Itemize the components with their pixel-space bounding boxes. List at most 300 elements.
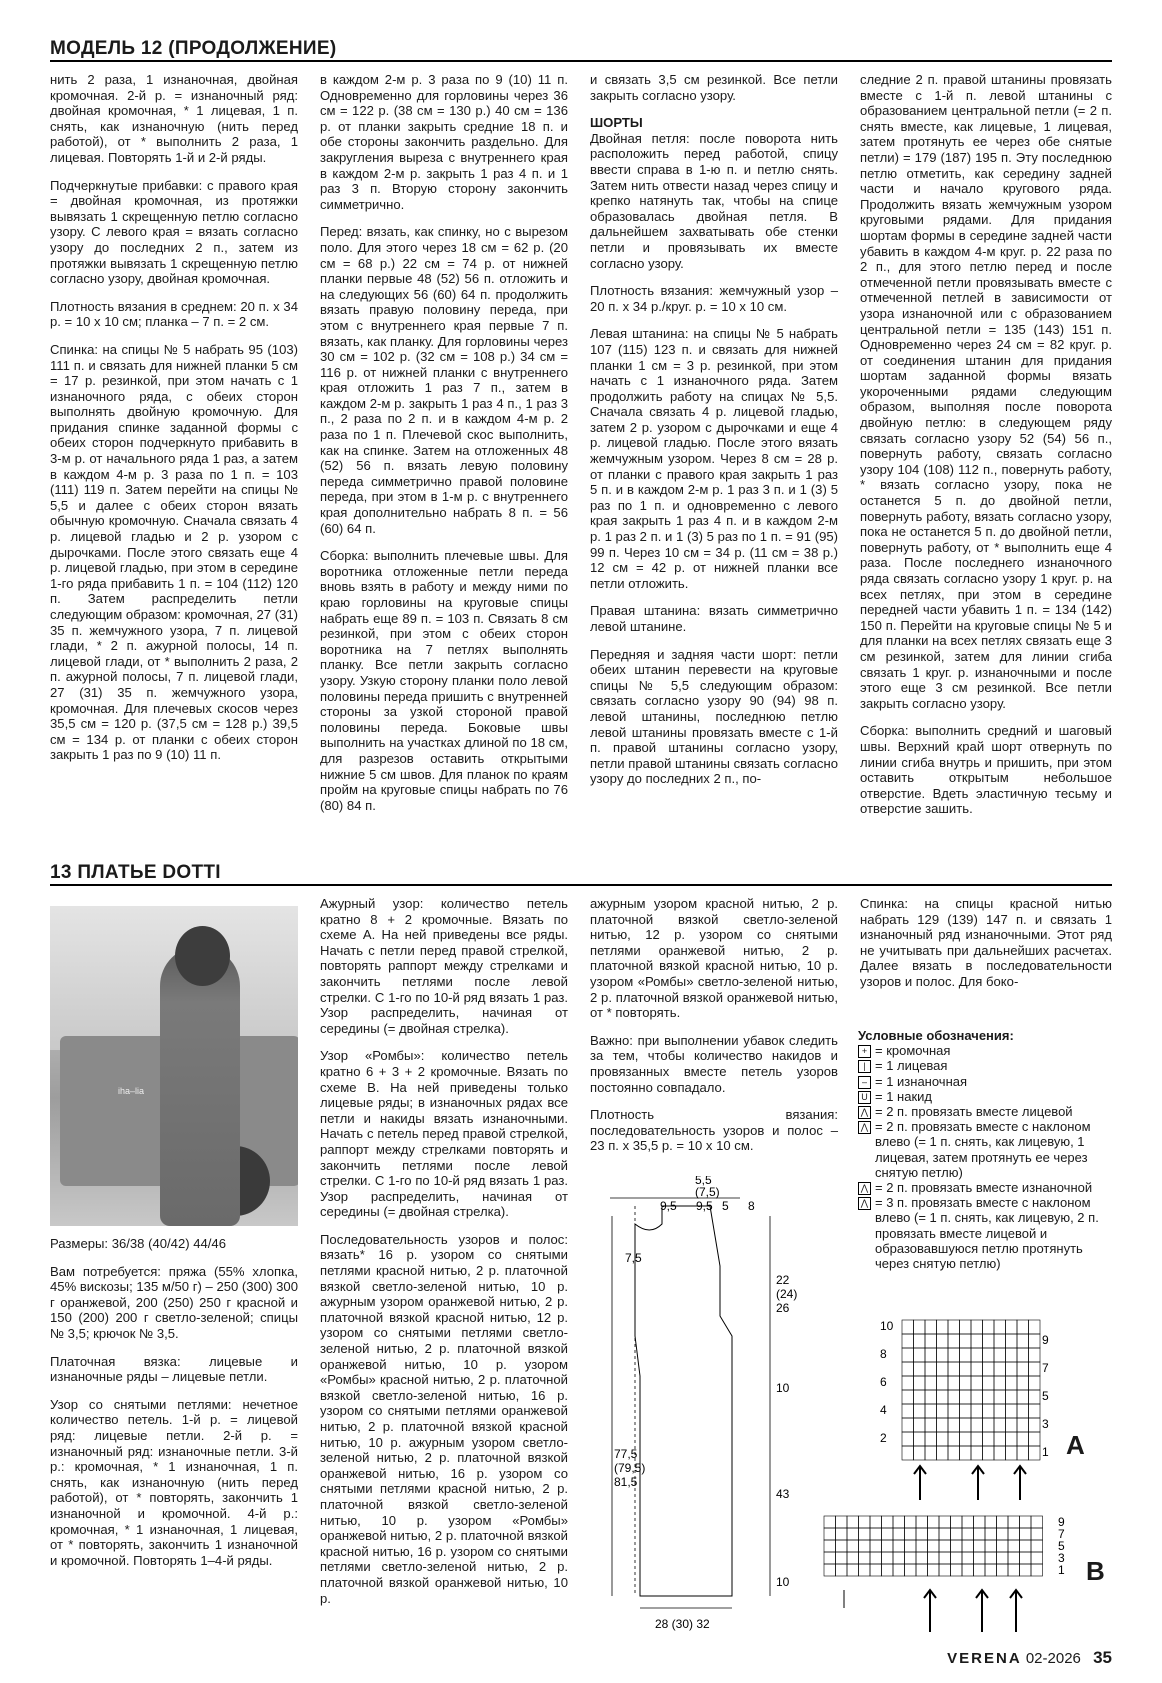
svg-text:10: 10 bbox=[880, 1319, 894, 1333]
chart-cell bbox=[1006, 1320, 1018, 1334]
dim-label: 43 bbox=[776, 1487, 790, 1501]
knit-icon: | bbox=[858, 1060, 871, 1073]
svg-text:3: 3 bbox=[1058, 1551, 1065, 1565]
paragraph: Сборка: выполнить плечевые швы. Для воротника отложенные петли переда вновь взять в работу и между ними по краю горловины на круговые спицы набрать еще 89 п. = 103 п. Связать 8 см резинкой, при этом с обеих сторон воротника на 7 петлях выполнять планку. Все петли закрыть согласно узору. Узкую сторону планки поло левой половины переда пришить с внутренней стороны за узкой стороной правой половины переда. Боковые швы выполнить на участках длиной по 18 см, для разрезов оставить открытыми нижние 5 см швов. Для планок по краям пройм на круговые спицы набрать по 76 (80) 84 п. bbox=[320, 548, 568, 813]
chart-cell bbox=[836, 1516, 848, 1528]
chart-cell bbox=[997, 1564, 1009, 1576]
chart-cell bbox=[951, 1564, 963, 1576]
svg-text:1: 1 bbox=[1058, 1563, 1065, 1577]
paragraph: Спинка: на спицы красной нитью набрать 129 (139) 147 п. и связать 1 изнаночный ряд изнаночными. Этот ряд не учитывать при дальнейших расчетах. Далее вязать в последовательности узоров и полос. Для боко- bbox=[860, 896, 1112, 989]
chart-cell bbox=[1017, 1418, 1029, 1432]
dress-schematic bbox=[600, 1176, 800, 1646]
chart-cell bbox=[1029, 1348, 1041, 1362]
dim-label: (24) bbox=[776, 1287, 798, 1301]
chart-cell bbox=[960, 1432, 972, 1446]
chart-cell bbox=[893, 1564, 905, 1576]
chart-cell bbox=[948, 1432, 960, 1446]
chart-cell bbox=[870, 1564, 882, 1576]
edge-stitch-icon: + bbox=[858, 1045, 871, 1058]
magazine-brand: VERENA bbox=[947, 1650, 1022, 1667]
svg-text:5: 5 bbox=[1042, 1389, 1049, 1403]
chart-a-label: A bbox=[1066, 1430, 1085, 1460]
chart-cell bbox=[916, 1564, 928, 1576]
paragraph: Размеры: 36/38 (40/42) 44/46 bbox=[50, 1236, 226, 1251]
chart-cell bbox=[902, 1376, 914, 1390]
chart-cell bbox=[847, 1528, 859, 1540]
chart-cell bbox=[914, 1446, 926, 1460]
chart-cell bbox=[983, 1390, 995, 1404]
chart-cell bbox=[937, 1362, 949, 1376]
purl-icon: – bbox=[858, 1076, 871, 1089]
chart-cell bbox=[914, 1320, 926, 1334]
chart-a-grid bbox=[902, 1320, 1040, 1460]
chart-cell bbox=[948, 1362, 960, 1376]
chart-cell bbox=[1017, 1390, 1029, 1404]
chart-cell bbox=[1020, 1528, 1032, 1540]
paragraph: Ажурный узор: количество петель кратно 8 + 2 кромочные. Вязать по схеме А. На ней приведены все ряды. Начать с петли перед правой стрелкой, повторять раппорт между стрелками и закончить петлями после левой стрелки. С 1-го по 10-й ряд вязать 1 раз. Узор распределить, начиная от середины (= двойная стрелка). bbox=[320, 896, 568, 1036]
chart-cell bbox=[925, 1376, 937, 1390]
chart-cell bbox=[960, 1390, 972, 1404]
chart-cell bbox=[1008, 1564, 1020, 1576]
chart-cell bbox=[905, 1564, 917, 1576]
chart-cell bbox=[960, 1376, 972, 1390]
chart-cell bbox=[971, 1446, 983, 1460]
chart-cell bbox=[1029, 1376, 1041, 1390]
chart-cell bbox=[1029, 1432, 1041, 1446]
chart-cell bbox=[914, 1376, 926, 1390]
chart-cell bbox=[847, 1564, 859, 1576]
issue-number: 02-2026 bbox=[1025, 1650, 1081, 1667]
chart-b-label: B bbox=[1086, 1556, 1105, 1586]
chart-cell bbox=[925, 1362, 937, 1376]
chart-cell bbox=[1031, 1564, 1043, 1576]
chart-cell bbox=[902, 1320, 914, 1334]
chart-cell bbox=[1008, 1516, 1020, 1528]
chart-cell bbox=[1031, 1528, 1043, 1540]
dim-label: 10 bbox=[776, 1575, 790, 1589]
chart-cell bbox=[971, 1376, 983, 1390]
chart-cell bbox=[914, 1362, 926, 1376]
chart-cell bbox=[985, 1528, 997, 1540]
chart-cell bbox=[882, 1552, 894, 1564]
chart-cell bbox=[1029, 1404, 1041, 1418]
chart-cell bbox=[925, 1404, 937, 1418]
chart-cell bbox=[870, 1528, 882, 1540]
legend-item: ⋀ = 2 п. провязать вместе лицевой bbox=[858, 1104, 1108, 1119]
chart-cell bbox=[1020, 1552, 1032, 1564]
chart-cell bbox=[1006, 1348, 1018, 1362]
paragraph: Плотность вязания: последовательность узоров и полос – 23 п. х 35,5 р. = 10 х 10 см. bbox=[590, 1107, 838, 1154]
paragraph: Перед: вязать, как спинку, но с вырезом поло. Для этого через 18 см = 62 р. (20 см = 68 р.) 22 см = 74 р. от нижней планки первые 48 (52) 56 п. отложить и на следующих 56 (60) 64 п. продолжить вязать правую половину переда, при этом с внутреннего края первые 7 п. вязать, как планку. Для горловины через 30 см = 102 р. (32 см = 108 р.) 34 см = 116 р. от нижней планки с внутреннего края отложить 1 раз 7 п., затем в каждом 2-м р. закрыть 1 раз 4 п., 1 раз 3 п., 2 раза по 2 п. и в каждом 4-м р. 2 раза по 1 п. Плечевой скос выполнить, как на спинке. Затем на отложенных 48 (52) 56 п. вязать левую половину переда симметрично правой половине переда, при этом в 1-м р. с внутреннего края дополнительно набрать 8 п. = 56 (60) 64 п. bbox=[320, 224, 568, 536]
chart-cell bbox=[925, 1348, 937, 1362]
chart-cell bbox=[1017, 1446, 1029, 1460]
chart-cell bbox=[928, 1528, 940, 1540]
chart-cell bbox=[939, 1528, 951, 1540]
paragraph: Двойная петля: после поворота нить расположить перед работой, спицу ввести справа в 1-ю п. и петлю снять. Затем нить отвести назад через спицу и крепко натянуть так, чтобы на спице образовалась двойная петля. В дальнейшем захватывать обе стенки петли и провязывать их вместе согласно узору. bbox=[590, 130, 838, 271]
chart-b-grid bbox=[824, 1516, 1043, 1576]
chart-cell bbox=[1020, 1516, 1032, 1528]
chart-cell bbox=[997, 1516, 1009, 1528]
chart-cell bbox=[948, 1376, 960, 1390]
chart-cell bbox=[902, 1418, 914, 1432]
subheading: ШОРТЫ bbox=[590, 115, 643, 131]
chart-cell bbox=[997, 1552, 1009, 1564]
chart-cell bbox=[939, 1564, 951, 1576]
svg-text:4: 4 bbox=[880, 1403, 887, 1417]
page-number: 35 bbox=[1093, 1648, 1112, 1667]
chart-cell bbox=[971, 1390, 983, 1404]
chart-cell bbox=[882, 1516, 894, 1528]
chart-cell bbox=[859, 1552, 871, 1564]
chart-cell bbox=[983, 1418, 995, 1432]
chart-cell bbox=[916, 1528, 928, 1540]
chart-cell bbox=[893, 1516, 905, 1528]
chart-cell bbox=[971, 1418, 983, 1432]
section-rule bbox=[50, 884, 1112, 886]
chart-cell bbox=[1006, 1390, 1018, 1404]
legend-item: | = 1 лицевая bbox=[858, 1058, 1108, 1073]
legend-item: ⋀ = 2 п. провязать вместе с наклоном влево (= 1 п. снять, как лицевую, 1 лицевая, затем протянуть ее через снятую петлю) bbox=[858, 1119, 1108, 1180]
chart-cell bbox=[951, 1528, 963, 1540]
chart-cell bbox=[1029, 1418, 1041, 1432]
chart-cell bbox=[971, 1432, 983, 1446]
photo-tag: iha–lia bbox=[118, 1086, 145, 1096]
dim-label: 5 bbox=[722, 1199, 729, 1213]
chart-cell bbox=[994, 1362, 1006, 1376]
chart-cell bbox=[983, 1446, 995, 1460]
chart-cell bbox=[870, 1552, 882, 1564]
chart-cell bbox=[1006, 1404, 1018, 1418]
chart-cell bbox=[914, 1432, 926, 1446]
chart-cell bbox=[916, 1516, 928, 1528]
chart-cell bbox=[1029, 1390, 1041, 1404]
chart-cell bbox=[974, 1540, 986, 1552]
chart-cell bbox=[948, 1334, 960, 1348]
chart-cell bbox=[951, 1516, 963, 1528]
text-column-6 bbox=[320, 896, 568, 1618]
chart-cell bbox=[997, 1540, 1009, 1552]
chart-cell bbox=[939, 1516, 951, 1528]
chart-cell bbox=[948, 1404, 960, 1418]
chart-cell bbox=[1006, 1362, 1018, 1376]
chart-cell bbox=[914, 1334, 926, 1348]
chart-cell bbox=[983, 1432, 995, 1446]
chart-cell bbox=[905, 1552, 917, 1564]
chart-cell bbox=[994, 1348, 1006, 1362]
chart-cell bbox=[1008, 1552, 1020, 1564]
paragraph: Плотность вязания в среднем: 20 п. х 34 р. = 10 х 10 см; планка – 7 п. = 2 см. bbox=[50, 298, 298, 330]
chart-cell bbox=[1017, 1362, 1029, 1376]
chart-cell bbox=[983, 1376, 995, 1390]
chart-cell bbox=[939, 1540, 951, 1552]
chart-cell bbox=[1017, 1348, 1029, 1362]
chart-cell bbox=[962, 1540, 974, 1552]
legend-item: + = кромочная bbox=[858, 1043, 1108, 1058]
model-figure bbox=[160, 946, 240, 1226]
chart-cell bbox=[948, 1348, 960, 1362]
chart-cell bbox=[902, 1348, 914, 1362]
legend-item: ⋀ = 2 п. провязать вместе изнаночной bbox=[858, 1180, 1108, 1195]
chart-cell bbox=[960, 1418, 972, 1432]
chart-cell bbox=[937, 1432, 949, 1446]
legend-item: – = 1 изнаночная bbox=[858, 1074, 1108, 1089]
paragraph: в каждом 2-м р. 3 раза по 9 (10) 11 п. Одновременно для горловины через 36 см = 122 р. (38 см = 130 р.) 40 см = 136 р. от планки закрыть средние 18 п. и обе стороны закончить раздельно. Для закругления выреза с внутреннего края в каждом 2-м р. закрыть 1 раз 4 п. и 1 раз 3 п. Вторую сторону закончить симметрично. bbox=[320, 72, 568, 212]
sk2p-icon: ⋀ bbox=[858, 1197, 871, 1210]
chart-cell bbox=[893, 1552, 905, 1564]
dim-label: 22 bbox=[776, 1273, 790, 1287]
model-photo bbox=[50, 906, 298, 1226]
chart-cell bbox=[937, 1334, 949, 1348]
dim-label: 9,5 bbox=[660, 1199, 677, 1213]
chart-cell bbox=[1006, 1432, 1018, 1446]
chart-cell bbox=[882, 1540, 894, 1552]
yarn-over-icon: U bbox=[858, 1091, 871, 1104]
paragraph: Плотность вязания: жемчужный узор – 20 п. х 34 р./круг. р. = 10 х 10 см. bbox=[590, 283, 838, 314]
chart-cell bbox=[836, 1552, 848, 1564]
legend-item: ⋀ = 3 п. провязать вместе с наклоном влево (= 1 п. снять, как лицевую, 2 п. провязать вместе лицевой и образовавшуюся петлю протянуть через снятую петлю) bbox=[858, 1195, 1108, 1271]
dim-label: 5,5 bbox=[695, 1176, 712, 1187]
chart-cell bbox=[916, 1552, 928, 1564]
svg-text:8: 8 bbox=[880, 1347, 887, 1361]
chart-cell bbox=[985, 1540, 997, 1552]
chart-cell bbox=[836, 1564, 848, 1576]
symbol-legend bbox=[858, 1028, 1108, 1271]
chart-cell bbox=[983, 1334, 995, 1348]
chart-cell bbox=[948, 1390, 960, 1404]
chart-cell bbox=[902, 1334, 914, 1348]
chart-cell bbox=[914, 1390, 926, 1404]
chart-cell bbox=[994, 1334, 1006, 1348]
chart-cell bbox=[928, 1516, 940, 1528]
section-title: МОДЕЛЬ 12 (ПРОДОЛЖЕНИЕ) bbox=[50, 38, 337, 59]
chart-cell bbox=[1029, 1320, 1041, 1334]
model-head bbox=[175, 926, 230, 986]
chart-a bbox=[880, 1318, 1060, 1468]
chart-cell bbox=[937, 1376, 949, 1390]
chart-cell bbox=[994, 1432, 1006, 1446]
chart-cell bbox=[859, 1564, 871, 1576]
chart-cell bbox=[1017, 1334, 1029, 1348]
chart-cell bbox=[925, 1446, 937, 1460]
chart-cell bbox=[870, 1516, 882, 1528]
chart-cell bbox=[1008, 1528, 1020, 1540]
text-column-3 bbox=[590, 72, 838, 799]
chart-cell bbox=[824, 1564, 836, 1576]
svg-text:1: 1 bbox=[1042, 1445, 1049, 1459]
chart-cell bbox=[994, 1320, 1006, 1334]
chart-a-arrows bbox=[900, 1464, 1050, 1504]
chart-cell bbox=[960, 1362, 972, 1376]
dim-label: 81,5 bbox=[614, 1475, 638, 1489]
chart-cell bbox=[1008, 1540, 1020, 1552]
p2tog-icon: ⋀ bbox=[858, 1182, 871, 1195]
svg-text:9: 9 bbox=[1042, 1333, 1049, 1347]
chart-cell bbox=[847, 1516, 859, 1528]
chart-cell bbox=[1006, 1446, 1018, 1460]
chart-cell bbox=[985, 1516, 997, 1528]
chart-cell bbox=[824, 1516, 836, 1528]
chart-cell bbox=[971, 1320, 983, 1334]
paragraph: следние 2 п. правой штанины провязать вместе с 1-й п. левой штанины с образованием центральной петли (= 2 п. снять вместе, как лицевые, 1 лицевая, затем протянуть ее через обе снятые петли) = 179 (187) 195 п. Эту последнюю петлю отметить, как середину задней части и начало кругового ряда. Продолжить вязать жемчужным узором круговыми рядами. Для придания шортам формы в середине задней части убавить в каждом 4-м круг. р. 22 раза по 2 п., для этого петлю перед и после отмеченной петли провязывать вместе с отмеченной петлей в зависимости от узора изнаночной или с образованием центральной петли = 135 (143) 151 п. Одновременно через 24 см = 82 круг. р. от соединения штанин для придания шортам заданной формы вязать укороченными рядами следующим образом, выполняя после поворота двойную петлю: в следующем ряду связать согласно узору 52 (54) 56 п., повернуть работу, связать согласно узору 104 (108) 112 п., повернуть работу, * вязать согласно узору, пока не останется 5 п. до двойной петли, повернуть работу, вязать согласно узору, пока не останется 5 п. до двойной петли, повернуть работу, от * выполнить еще 4 раза. После последнего изнаночного ряда связать согласно узору 1 круг. р. на всех петлях, при этом в середине передней части убавить 1 п. = 134 (142) 150 п. Перейти на круговые спицы № 5 и для планки на всех петлях связать еще 3 см резинкой, затем для линии сгиба связать 1 круг. р. изнаночными и после этого еще 3 см резинкой. Все петли закрыть согласно узору. bbox=[860, 72, 1112, 711]
chart-cell bbox=[836, 1540, 848, 1552]
chart-cell bbox=[948, 1320, 960, 1334]
chart-cell bbox=[1031, 1516, 1043, 1528]
chart-cell bbox=[847, 1552, 859, 1564]
paragraph: Спинка: на спицы № 5 набрать 95 (103) 111 п. и связать для нижней планки 5 см = 17 р. резинкой, при этом начать с 1 изнаночного ряда, с обеих сторон выполнять двойную кромочную. Для придания спинке заданной формы с обеих сторон подчеркнуто прибавить в 3-м р. от начального ряда 1 раз, а затем в каждом 4-м р. 3 раза по 1 п. = 103 (111) 119 п. Затем перейти на спицы № 5,5 и далее с обеих сторон вязать обычную кромочную. Сначала связать 4 р. лицевой гладью и 2 р. узором с дырочками. После этого связать еще 4 р. лицевой гладью, при этом в середине 1-го ряда прибавить 1 п. = 104 (112) 120 п. Затем распределить петли следующим образом: кромочная, 27 (31) 35 п. жемчужного узора, 7 п. лицевой глади, * 2 п. ажурной полосы, 14 п. лицевой глади, от * выполнить 2 раза, 2 п. ажурной полосы, 7 п. лицевой глади, 27 (31) 35 п. жемчужного узора, кромочная. Для плечевых скосов через 35,5 см = 120 р. (37,5 см = 128 р.) 39,5 см = 134 р. от планки с обеих сторон закрыть 1 раз по 9 (10) 11 п. bbox=[50, 341, 299, 763]
text-column-2 bbox=[320, 72, 568, 825]
chart-cell bbox=[1029, 1362, 1041, 1376]
svg-text:5: 5 bbox=[1058, 1539, 1065, 1553]
paragraph: Последовательность узоров и полос: вязать* 16 р. узором со снятыми петлями красной нитью, 2 р. платочной вязкой светло-зеленой нитью, 10 р. ажурным узором оранжевой нитью, 2 р. платочной вязкой красной нитью, 12 р. узором со снятыми петлями светло-зеленой нитью, 2 р. платочной вязкой оранжевой нитью, 10 р. узором «Ромбы» красной нитью, 2 р. платочной вязкой светло-зеленой нитью, 16 р. узором со снятыми петлями оранжевой нитью, 2 р. платочной вязкой красной нитью, 10 р. ажурным узором светло-зеленой нитью, 2 р. платочной вязкой оранжевой нитью, 16 р. узором со снятыми петлями красной нитью, 2 р. платочной вязкой светло-зеленой нитью, 10 р. узором «Ромбы» оранжевой нитью, 2 р. платочной вязкой красной нитью, 16 р. узором со снятыми петлями светло-зеленой нитью, 2 р. платочной вязкой оранжевой нитью, 10 р. bbox=[320, 1231, 568, 1606]
chart-cell bbox=[859, 1528, 871, 1540]
dress-outline bbox=[635, 1206, 732, 1596]
chart-cell bbox=[937, 1390, 949, 1404]
chart-cell bbox=[937, 1446, 949, 1460]
text-column-7 bbox=[590, 896, 838, 1166]
chart-cell bbox=[983, 1320, 995, 1334]
chart-cell bbox=[974, 1552, 986, 1564]
chart-cell bbox=[951, 1540, 963, 1552]
chart-cell bbox=[974, 1528, 986, 1540]
ssk-icon: ⋀ bbox=[858, 1121, 871, 1134]
chart-cell bbox=[985, 1552, 997, 1564]
chart-cell bbox=[962, 1564, 974, 1576]
chart-cell bbox=[1017, 1432, 1029, 1446]
chart-cell bbox=[994, 1390, 1006, 1404]
paragraph: Важно: при выполнении убавок следить за тем, чтобы количество накидов и провязанных вместе петель узоров постоянно совпадало. bbox=[590, 1032, 838, 1095]
chart-cell bbox=[882, 1528, 894, 1540]
chart-cell bbox=[925, 1390, 937, 1404]
chart-cell bbox=[925, 1320, 937, 1334]
chart-cell bbox=[859, 1540, 871, 1552]
chart-cell bbox=[1006, 1334, 1018, 1348]
chart-cell bbox=[962, 1552, 974, 1564]
chart-cell bbox=[859, 1516, 871, 1528]
chart-cell bbox=[971, 1404, 983, 1418]
chart-cell bbox=[914, 1418, 926, 1432]
dim-label: 8 bbox=[748, 1199, 755, 1213]
chart-cell bbox=[925, 1418, 937, 1432]
legend-title: Условные обозначения: bbox=[858, 1028, 1014, 1043]
chart-cell bbox=[974, 1516, 986, 1528]
dim-label: 9,5 bbox=[696, 1199, 713, 1213]
text-column-8 bbox=[860, 896, 1112, 1002]
dim-label: (79,5) bbox=[614, 1461, 646, 1475]
dim-label: 26 bbox=[776, 1301, 790, 1315]
chart-cell bbox=[948, 1418, 960, 1432]
chart-cell bbox=[902, 1404, 914, 1418]
chart-cell bbox=[937, 1404, 949, 1418]
dim-label: 10 bbox=[776, 1381, 790, 1395]
dim-label: 28 (30) 32 bbox=[655, 1617, 710, 1631]
chart-cell bbox=[971, 1334, 983, 1348]
paragraph: нить 2 раза, 1 изнаночная, двойная кромочная. 2-й р. = изнаночный ряд: двойная кромочная, * 1 лицевая, 1 п. снять, как изнаночную (нить перед работой), от * выполнить 2 раза, 1 лицевая. Повторять 1-й и 2-й ряды. bbox=[50, 72, 298, 165]
svg-text:9: 9 bbox=[1058, 1515, 1065, 1529]
chart-cell bbox=[937, 1348, 949, 1362]
chart-cell bbox=[937, 1418, 949, 1432]
text-column-4 bbox=[860, 72, 1112, 829]
chart-cell bbox=[1006, 1418, 1018, 1432]
chart-cell bbox=[1029, 1334, 1041, 1348]
dim-label: (7,5) bbox=[695, 1185, 720, 1199]
paragraph: Передняя и задняя части шорт: петли обеих штанин перевести на круговые спицы № 5,5 следующим образом: связать согласно узору 90 (94) 98 п. левой штанины, последнюю петлю левой штанины провязать вместе с 1-й п. правой штанины согласно узору, петли правой штанины связать согласно узору до последних 2 п., по- bbox=[590, 646, 838, 787]
chart-cell bbox=[951, 1552, 963, 1564]
chart-cell bbox=[960, 1320, 972, 1334]
chart-cell bbox=[1029, 1446, 1041, 1460]
paragraph: Левая штанина: на спицы № 5 набрать 107 (115) 123 п. и связать для нижней планки 1 см = 3 р. резинкой, при этом начать с 1 изнаночного ряда. Затем продолжить работу на спицах № 5,5. Сначала связать 4 р. лицевой гладью, затем 2 р. узором с дырочками и еще 4 р. лицевой гладью. После этого вязать жемчужным узором. Через 8 см = 28 р. от планки с правого края закрыть 1 раз 5 п. и в каждом 2-м р. 1 раз 3 п. и 1 (3) 5 раз по 1 п. и одновременно с левого края закрыть 1 раз 4 п. и в каждом 2-м р. 1 раз 2 п. и 1 (3) 5 раз по 1 п. = 91 (95) 99 п. Через 10 см = 34 р. (11 см = 38 р.) 12 см = 42 р. от нижней планки все петли отложить. bbox=[590, 326, 838, 591]
chart-cell bbox=[1020, 1540, 1032, 1552]
paragraph: Платочная вязка: лицевые и изнаночные ряды – лицевые петли. bbox=[50, 1353, 298, 1385]
text-column-1 bbox=[50, 72, 298, 775]
chart-b bbox=[822, 1514, 1072, 1584]
chart-cell bbox=[905, 1528, 917, 1540]
section-title: 13 ПЛАТЬЕ DOTTI bbox=[50, 862, 221, 883]
paragraph: Узор «Ромбы»: количество петель кратно 6 + 3 + 2 кромочные. Вязать по схеме В. На ней приведены только лицевые ряды; в изнаночных рядах все петли и накиды вязать изнаночными. Начать с петель перед правой стрелкой, раппорт между стрелками повторять и закончить петлями после левой стрелки. С 1-го по 10-й ряд вязать 1 раз. Узор распределить, начиная от середины (= двойная стрелка). bbox=[320, 1048, 568, 1220]
chart-cell bbox=[882, 1564, 894, 1576]
chart-cell bbox=[994, 1376, 1006, 1390]
chart-cell bbox=[985, 1564, 997, 1576]
chart-cell bbox=[960, 1334, 972, 1348]
legend-item: U = 1 накид bbox=[858, 1089, 1108, 1104]
chart-cell bbox=[824, 1552, 836, 1564]
chart-cell bbox=[1031, 1540, 1043, 1552]
chart-cell bbox=[960, 1446, 972, 1460]
chart-cell bbox=[971, 1348, 983, 1362]
chart-cell bbox=[983, 1362, 995, 1376]
chart-cell bbox=[824, 1540, 836, 1552]
chart-cell bbox=[893, 1540, 905, 1552]
chart-cell bbox=[960, 1404, 972, 1418]
chart-cell bbox=[905, 1516, 917, 1528]
chart-cell bbox=[902, 1432, 914, 1446]
section-rule bbox=[50, 60, 1112, 62]
chart-cell bbox=[937, 1320, 949, 1334]
chart-cell bbox=[939, 1552, 951, 1564]
chart-cell bbox=[1017, 1404, 1029, 1418]
chart-cell bbox=[994, 1404, 1006, 1418]
chart-cell bbox=[847, 1540, 859, 1552]
chart-cell bbox=[902, 1446, 914, 1460]
page-footer bbox=[947, 1648, 1112, 1668]
paragraph: Подчеркнутые прибавки: с правого края = двойная кромочная, из протяжки вывязать 1 скрещенную петлю согласно узору. С левого края = вязать согласно узору до последних 2 п., затем из протяжки вывязать 1 скрещенную петлю согласно узору, двойная кромочная. bbox=[50, 177, 298, 287]
chart-cell bbox=[925, 1432, 937, 1446]
paragraph: и связать 3,5 см резинкой. Все петли закрыть согласно узору. bbox=[590, 72, 838, 103]
chart-cell bbox=[960, 1348, 972, 1362]
chart-cell bbox=[836, 1528, 848, 1540]
svg-text:7: 7 bbox=[1058, 1527, 1065, 1541]
chart-cell bbox=[1006, 1376, 1018, 1390]
paragraph: Сборка: выполнить средний и шаговый швы. Верхний край шорт отвернуть по линии сгиба внутрь и пришить, при этом оставить открытым небольшое отверстие. Вдеть эластичную тесьму и отверстие зашить. bbox=[860, 723, 1112, 817]
chart-cell bbox=[974, 1564, 986, 1576]
paragraph: Узор со снятыми петлями: нечетное количество петель. 1-й р. = лицевой ряд: лицевые петли. 2-й р. = изнаночный ряд: изнаночные петли. 3-й р.: кромочная, * 1 изнаночная, 1 п. снять, как изнаночную (нить перед работой), от * повторять, закончить 1 изнаночной и кромочной. 4-й р.: кромочная, * 1 изнаночная, 1 лицевая, от * повторять, закончить 1 изнаночной и кромочной. Повторять 1–4-й ряды. bbox=[50, 1396, 298, 1568]
chart-cell bbox=[1017, 1376, 1029, 1390]
chart-b-arrows bbox=[830, 1588, 1060, 1638]
k2tog-icon: ⋀ bbox=[858, 1106, 871, 1119]
chart-cell bbox=[994, 1446, 1006, 1460]
dim-label: 7,5 bbox=[625, 1251, 642, 1265]
chart-cell bbox=[971, 1362, 983, 1376]
svg-text:6: 6 bbox=[880, 1375, 887, 1389]
chart-cell bbox=[824, 1528, 836, 1540]
chart-cell bbox=[928, 1552, 940, 1564]
svg-text:7: 7 bbox=[1042, 1361, 1049, 1375]
chart-cell bbox=[997, 1528, 1009, 1540]
chart-cell bbox=[1031, 1552, 1043, 1564]
chart-cell bbox=[902, 1362, 914, 1376]
chart-cell bbox=[925, 1334, 937, 1348]
chart-cell bbox=[1020, 1564, 1032, 1576]
chart-cell bbox=[1017, 1320, 1029, 1334]
